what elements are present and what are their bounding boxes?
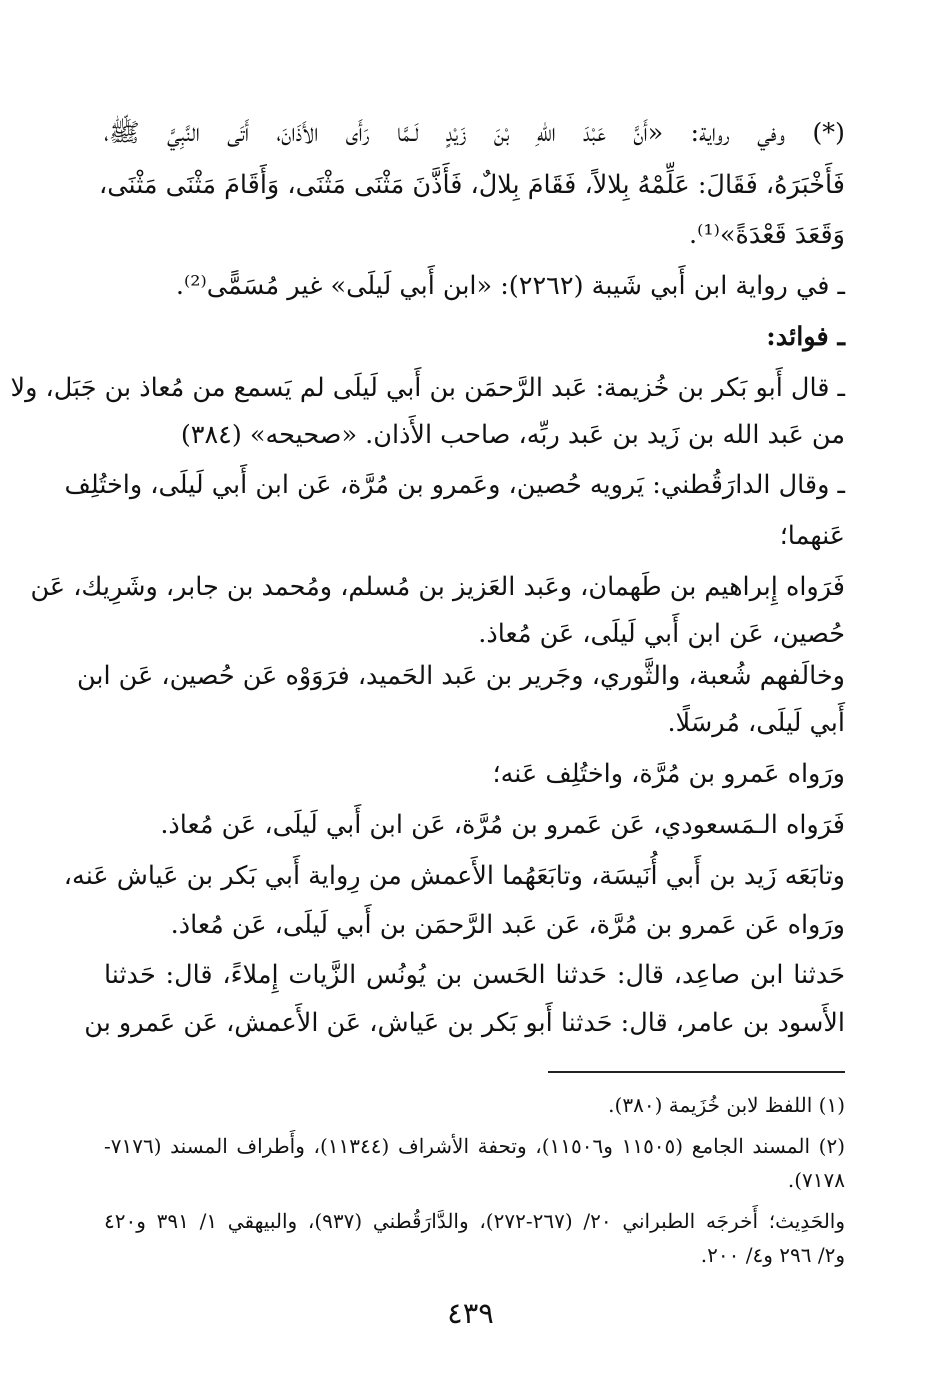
footnote-separator bbox=[548, 1071, 845, 1073]
footnote-2-line-1: (٢) المسند الجامع (١١٥٠٥ و١١٥٠٦)، وتحفة الأشراف (١١٣٤٤)، وأَطراف المسند (٧١٧٦- bbox=[104, 1134, 846, 1158]
paragraph-amr-ibn-murra: ورَواه عَمرو بن مُرَّة، واختُلِف عَنه؛ bbox=[492, 759, 845, 789]
page-number: ٤٣٩ bbox=[447, 1296, 494, 1330]
paragraph-narration-line-3: وَقَعَدَ قَعْدَةً»⁽¹⁾. bbox=[688, 220, 845, 250]
paragraph-ibrahim-line-2: حُصين، عَن ابن أَبي لَيلَى، عَن مُعاذ. bbox=[478, 619, 845, 649]
paragraph-ibrahim-line-1: فَرَواه إِبراهيم بن طَهمان، وعَبد العَزيز بن مُسلم، ومُحمد بن جابر، وشَرِيك، عَن bbox=[30, 572, 845, 602]
section-heading-benefits: ـ فوائد: bbox=[766, 322, 845, 352]
paragraph-narration-line-2: فَأَخْبَرَهُ، فَقَالَ: عَلِّمْهُ بِلالاً، فَقَامَ بِلالٌ، فَأَذَّنَ مَثْنَى مَثْنَى، وَأَقَامَ مَثْنَى مَثْنَى، bbox=[99, 170, 845, 200]
footnote-3-line-2: و٢/ ٢٩٦ و٤/ ٢٠٠. bbox=[700, 1243, 845, 1267]
paragraph-ibn-khuzaima-line-2: من عَبد الله بن زَيد بن عَبد ربِّه، صاحب الأَذان. «صحيحه» (٣٨٤) bbox=[180, 420, 845, 450]
footnote-2-line-2: ٧١٧٨). bbox=[787, 1168, 845, 1192]
paragraph-narration-line-1: (*) وفي رواية: «أَنَّ عَبْدَ اللهِ بْنَ زَيْدٍ لَـمَّا رَأَى الأَذَانَ، أَتَى النَّبِيَّ ﷺ، bbox=[104, 118, 845, 148]
paragraph-shuba-line-2: أَبي لَيلَى، مُرسَلًا. bbox=[667, 708, 845, 738]
paragraph-daraqutni-line-2: عَنهما؛ bbox=[779, 521, 845, 551]
paragraph-zaid-line-1: وتابَعَه زَيد بن أَبي أُنَيسَة، وتابَعَهُما الأَعمش من رِواية أَبي بَكر بن عَياش عَنه، bbox=[63, 861, 845, 891]
footnote-3-line-1: والحَدِيث؛ أَخرجَه الطبراني ٢٠/ (٢٦٧-٢٧٢)، والدَّارَقُطني (٩٣٧)، والبيهقي ١/ ٣٩١ و٤٢٠ bbox=[104, 1209, 846, 1233]
paragraph-shuba-line-1: وخالَفهم شُعبة، والثَّوري، وجَرير بن عَبد الحَميد، فرَوَوْه عَن حُصين، عَن ابن bbox=[76, 661, 845, 691]
paragraph-ibn-abi-shaiba: ـ في رواية ابن أَبي شَيبة (٢٢٦٢): «ابن أَبي لَيلَى» غير مُسَمًّى⁽²⁾. bbox=[175, 271, 845, 301]
paragraph-ibn-said-line-1: حَدثنا ابن صاعِد، قال: حَدثنا الحَسن بن يُونُس الزَّيات إِملاءً، قال: حَدثنا bbox=[104, 960, 845, 990]
paragraph-masudi: فَرَواه الـمَسعودي، عَن عَمرو بن مُرَّة، عَن ابن أَبي لَيلَى، عَن مُعاذ. bbox=[160, 810, 845, 840]
paragraph-zaid-line-2: ورَواه عَن عَمرو بن مُرَّة، عَن عَبد الرَّحمَن بن أَبي لَيلَى، عَن مُعاذ. bbox=[170, 910, 845, 940]
paragraph-ibn-khuzaima-line-1: ـ قال أَبو بَكر بن خُزيمة: عَبد الرَّحمَن بن أَبي لَيلَى لم يَسمع من مُعاذ بن جَبَل، ولا bbox=[10, 373, 845, 403]
footnote-1: (١) اللفظ لابن خُزَيمة (٣٨٠). bbox=[608, 1093, 845, 1117]
paragraph-ibn-said-line-2: الأَسود بن عامر، قال: حَدثنا أَبو بَكر بن عَياش، عَن الأَعمش، عَن عَمرو بن bbox=[84, 1008, 845, 1038]
paragraph-daraqutni-line-1: ـ وقال الدارَقُطني: يَرويه حُصين، وعَمرو بن مُرَّة، عَن ابن أَبي لَيلَى، واختُلِف bbox=[64, 470, 845, 500]
